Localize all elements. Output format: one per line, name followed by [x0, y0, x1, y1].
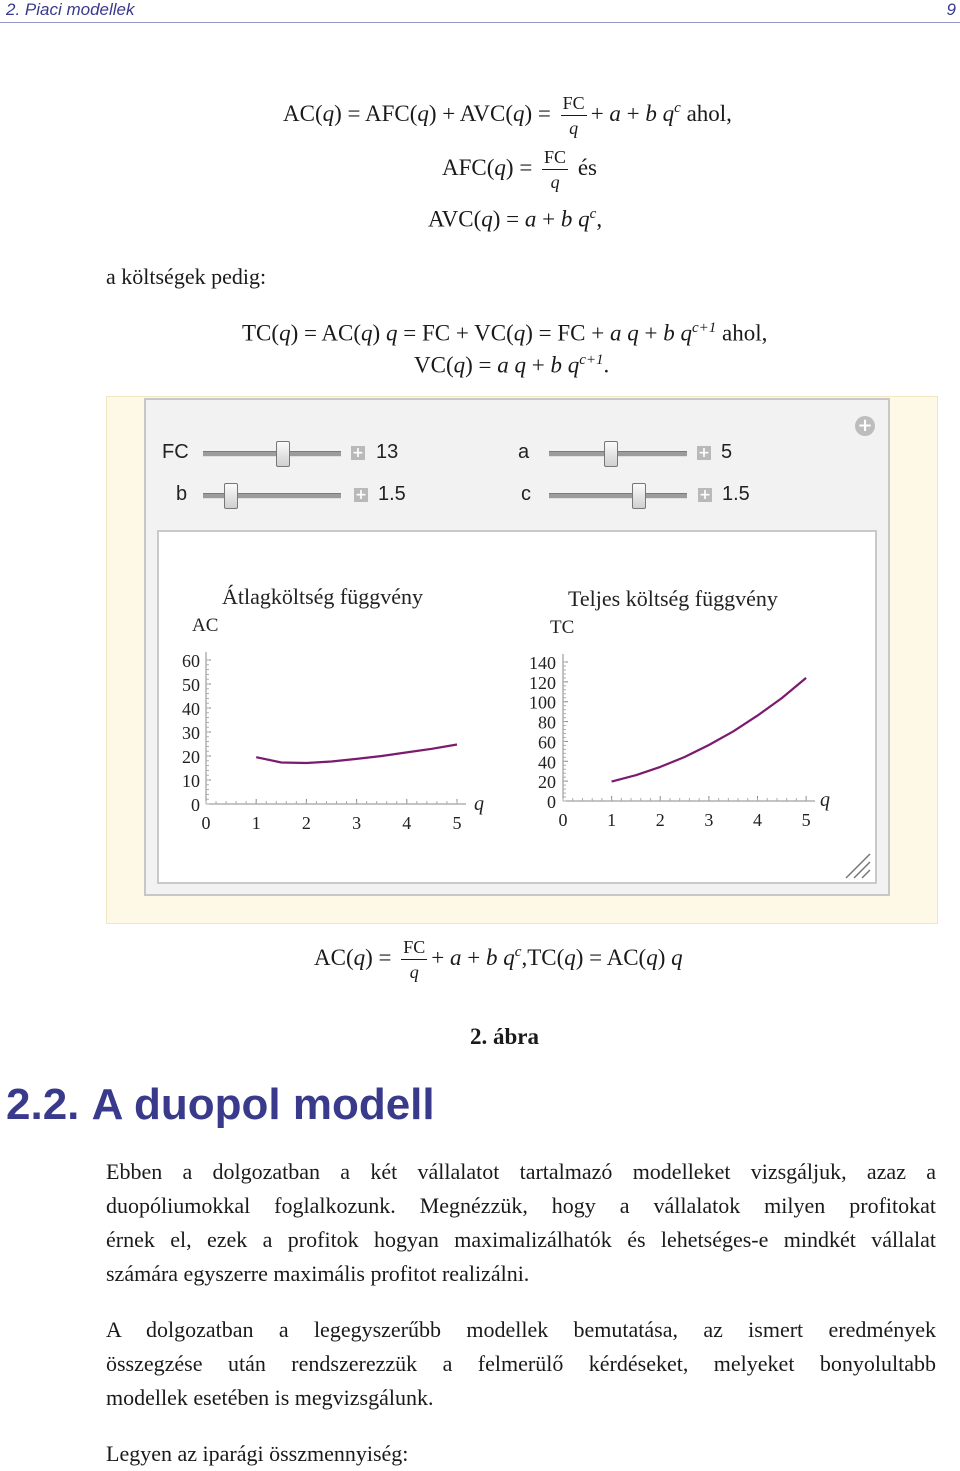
x-tick-label: 2	[655, 810, 665, 830]
x-tick-label: 2	[301, 813, 311, 833]
x-axis-label: q	[820, 789, 830, 811]
figure-caption: 2. ábra	[470, 1024, 539, 1049]
x-tick-label: 4	[753, 810, 763, 830]
equation-tc: TC(q) = AC(q) q = FC + VC(q) = FC + a q + b $q^{c+1}$ ahol,	[242, 320, 768, 346]
plus-circle-icon[interactable]: +	[855, 416, 875, 436]
paragraph-2-line: összegzése után rendszerezzük a felmerülő kérdéseket, melyeket bonyolultabb	[106, 1351, 936, 1376]
x-tick-label: 1	[251, 813, 261, 833]
control-label-a: a	[518, 441, 530, 463]
expand-b-button[interactable]: +	[355, 487, 367, 503]
y-tick-label: 140	[529, 653, 556, 673]
x-axis-label: q	[474, 793, 484, 815]
y-tick-label: 60	[182, 651, 200, 671]
x-tick-label: 0	[201, 813, 211, 833]
running-header-chapter: 2. Piaci modellek	[6, 0, 135, 19]
formula-caption: AC(q) = $\frac{FC}{q}$ + a + b $q^c,TC(q) = AC(q)$ q	[314, 937, 683, 982]
x-tick-label: 1	[607, 810, 617, 830]
control-label-b: b	[176, 483, 188, 505]
paragraph-2-line: A dolgozatban a legegyszerűbb modellek bemutatása, az ismert eredmények	[106, 1317, 936, 1342]
section-title: A duopol modell	[91, 1080, 435, 1129]
y-tick-label: 60	[538, 732, 556, 753]
fraction-fc-over-q: $\frac{FC}{q}$	[562, 93, 585, 138]
x-tick-label: 3	[704, 810, 714, 830]
page-number: 9	[946, 0, 956, 19]
y-axis-label: TC	[550, 617, 575, 638]
fraction-fc-over-q: $\frac{FC}{q}$	[403, 937, 426, 982]
y-tick-label: 30	[182, 723, 200, 743]
paragraph-2	[106, 1313, 936, 1415]
paragraph-1-line: érnek el, ezek a profitok hogyan maximalizálhatók és lehetséges-e mindkét vállalat	[106, 1227, 936, 1252]
y-tick-label: 0	[547, 792, 556, 812]
series-line	[612, 678, 807, 782]
x-tick-label: 4	[402, 813, 412, 833]
x-tick-label: 0	[558, 810, 568, 830]
chart-title: Átlagköltség függvény	[222, 584, 424, 609]
equation-vc: VC(q) = a q + b $q^{c+1}$.	[414, 352, 610, 378]
control-value-a: 5	[721, 441, 733, 463]
paragraph-1-line: számára egyszerre maximális profitot realizálni.	[106, 1261, 530, 1286]
x-tick-label: 3	[352, 813, 362, 833]
y-tick-label: 100	[529, 692, 556, 713]
section-heading	[6, 1080, 435, 1130]
section-number: 2.2.	[6, 1080, 80, 1129]
expand-fc-button[interactable]: +	[352, 445, 364, 461]
expand-a-button[interactable]: +	[698, 445, 710, 461]
cost-intro-text: a költségek pedig:	[106, 264, 267, 289]
y-tick-label: 50	[182, 675, 200, 695]
y-tick-label: 120	[529, 672, 556, 693]
y-tick-label: 10	[182, 771, 200, 791]
paragraph-3: Legyen az iparági összmennyiség:	[106, 1441, 409, 1466]
x-tick-label: 5	[452, 813, 462, 833]
equation-afc: AFC(q) = $\frac{FC}{q}$ és	[442, 147, 597, 192]
paragraph-2-line: modellek esetében is megvizsgálunk.	[106, 1385, 434, 1410]
equation-avc: AVC(q) = a + b $q^c$,	[428, 206, 603, 232]
equation-ac: AC(q) = AFC(q) + AVC(q) = $\frac{FC}{q}$ + a + b $q^c$ ahol,	[283, 93, 732, 138]
paragraph-1-line: Ebben a dolgozatban a két vállalatot tartalmazó modelleket vizsgáljuk, azaz a	[106, 1159, 936, 1184]
resize-grip-icon	[862, 870, 870, 878]
y-tick-label: 20	[182, 747, 200, 767]
control-value-fc: 13	[376, 441, 399, 463]
control-label-c: c	[521, 483, 531, 505]
series-line	[256, 745, 457, 764]
resize-grip-icon	[854, 862, 870, 878]
control-value-c: 1.5	[722, 483, 750, 505]
control-label-fc: FC	[162, 441, 189, 463]
y-tick-label: 40	[182, 699, 200, 719]
y-tick-label: 80	[538, 712, 556, 733]
expand-c-button[interactable]: +	[699, 487, 711, 503]
chart-title: Teljes költség függvény	[568, 586, 778, 611]
y-tick-label: 0	[191, 795, 200, 815]
control-value-b: 1.5	[378, 483, 406, 505]
fraction-fc-over-q: $\frac{FC}{q}$	[544, 147, 567, 192]
y-tick-label: 20	[538, 772, 556, 793]
y-tick-label: 40	[538, 752, 556, 773]
paragraph-1-line: duopóliumokkal foglalkozunk. Megnézzük, hogy a vállalatok milyen profitokat	[106, 1193, 936, 1218]
paragraph-1	[106, 1155, 936, 1291]
y-axis-label: AC	[192, 615, 219, 636]
x-tick-label: 5	[801, 810, 811, 830]
